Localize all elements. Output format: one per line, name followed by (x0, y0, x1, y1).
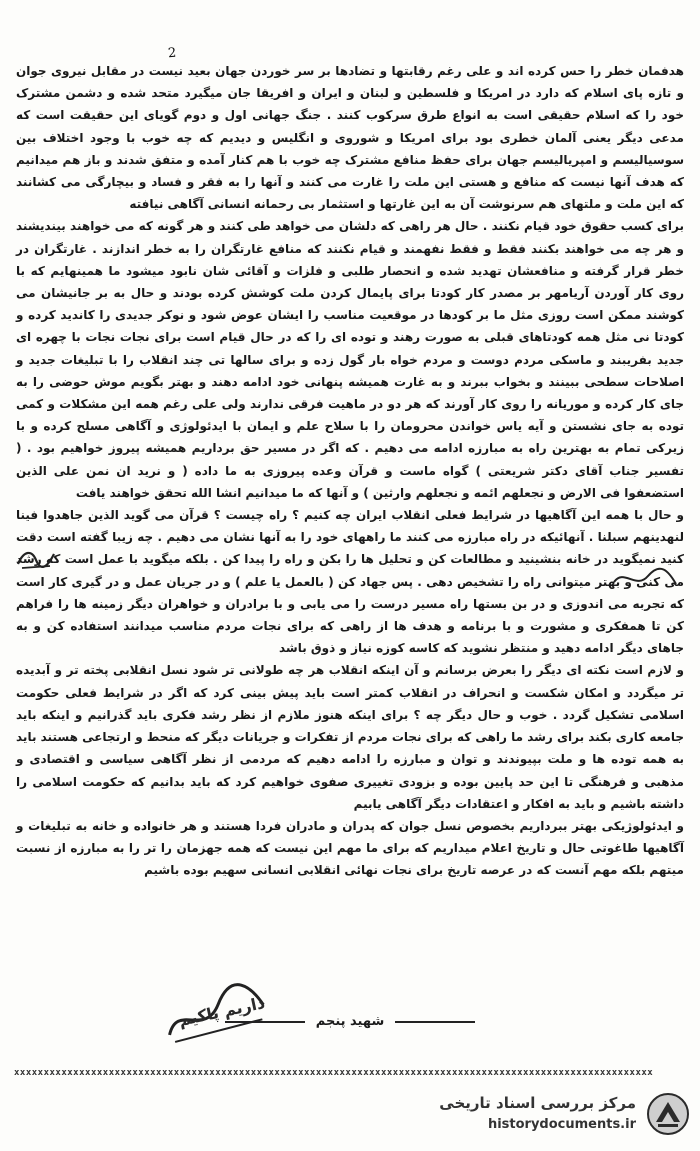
paragraph: هدفمان خطر را حس کرده اند و علی رغم رقابتها و تضادها بر سر خوردن جهان بعید نیست در مقابل نیروی جوان و تازه پای اسلام که دارد در امریکا و فلسطین و لبنان و ایران و افریقا جان میگیرد متحد شده و دشمن مشترک خود را که اسلام حقیقی است به انواع طرق سرکوب کنند . جنگ جهانی اول و دوم گویای این حقیقت است که مدعی دیگر یعنی آلمان خطری بود برای امریکا و شوروی و انگلیس و دیدیم که چه خوب با وجود اختلاف بین سوسیالیسم و امپریالیسم جهان برای حفظ منافع مشترک چه خوب با هم کنار آمده و متفق شدند و باز هم میدانیم که هدف آنها نیست که منافع و هستی این ملت را غارت می کنند و آنها را به فقر و فساد و بیچارگی می کشانند که این ملت و ملتهای هم سرنوشت آن به این غارتها و استثمار بی رحمانه انسانی آگاهی نیافته (16, 64, 684, 212)
page-number-value: 2 (167, 45, 177, 62)
stamp-text: داریم پاکیم (176, 993, 267, 1030)
closing-text: شهید پنجم (315, 1014, 385, 1029)
paragraph: و لازم است نکته ای دیگر را بعرض برسانم و آن اینکه انقلاب هر چه طولانی تر شود نسل انقلابی پخته تر و آبدیده تر میگردد و امکان شکست و انحراف در انقلاب کمتر است باید پیش بینی کرد که اگر در شرایط فعلی حکومت اسلامی تشکیل گردد . خوب و حال دیگر چه ؟ برای اینکه هنوز ملازم از نظر رشد فکری باید گذرانیم و اینکه باید جامعه کاری بکند برای رشد ما راهی که برای نجات مردم از تفکرات و جریانات دیگر که منحط و ارتجاعی هستند باید به همه توده ها و ملت بپیوندند و توان و مبارزه را ادامه دهیم که مردمی از نظر آگاهی سیاسی و اقتصادی و مذهبی و فرهنگی تا این حد پایین بوده و بزودی تغییری صفوی خواهیم کرد که باید بدانیم که حکومت اسلامی را داشته باشیم و باید به افکار و اعتقادات دیگر آگاهی یابیم (16, 663, 684, 811)
margin-scribble-icon (610, 564, 680, 594)
closing-line (60, 1014, 640, 1029)
separator-line: xxxxxxxxxxxxxxxxxxxxxxxxxxxxxxxxxxxxxxxxxxxxxxxxxxxxxxxxxxxxxxxxxxxxxxxxxxxxxxxxxxxxxxxxxxxxxxxxxxxxxxxxxxxx (14, 1068, 654, 1078)
watermark-name: مرکز بررسی اسناد تاریخی (439, 1094, 636, 1112)
watermark-site: historydocuments.ir (487, 1117, 636, 1132)
document-body (16, 60, 684, 882)
paragraph: و ایدئولوژیکی بهتر ببرداریم بخصوص نسل جوان که پدران و مادران فردا هستند و هر خانواده و خانه به تبلیغات و آگاهیها طاغوتی حال و تاریخ اعلام میداریم که برای ما مهم این نیست که همه جهزمان را تر را به مبارزه از نسبت میتهم بلکه مهم آنست که در عرصه تاریخ برای نجات نهائی انقلابی انسانی سهیم بوده باشیم (16, 818, 684, 878)
document-archive-logo-icon (646, 1092, 690, 1136)
watermark (420, 1090, 690, 1140)
paragraph: و حال با همه این آگاهیها در شرایط فعلی انقلاب ایران چه کنیم ؟ راه چیست ؟ قرآن می گوید الذین جاهدوا فینا لنهدینهم سبلنا . آنهائیکه در راه مبارزه می کنند ما راههای خود را به آنها نشان می دهیم . چه زیبا گفته است دقت کنید نمیگوید در خانه بنشینید و مطالعات کن و تحلیل ها را بکن و راه را پیدا کن . بلکه میگوید با عمل است که رشد می کنی و بهتر میتوانی راه را تشخیص دهی . پس جهاد کن ( بالعمل یا علم ) و در جریان عمل و در گیری کار است که تجربه می اندوزی و در بن بستها راه مسیر درست را می یابی و با برادران و خواهران دیگر زمینه ها را فراهم کن تا همفکری و مشورت و با برنامه و هدف ها از راهی که برای نجات مردم مناسب میدانند استفاده کن و به جاهای دیگر ادامه دهید و منتظر نشوید که کاسه کوزه نیاز و ذوق باشد (16, 508, 684, 656)
paragraph: برای کسب حقوق خود قیام نکنند . حال هر راهی که دلشان می خواهد طی کنند و هر گونه که می خواهند بیندیشند و هر چه می خواهند بکنند فقط و فقط نفهمند و قیام نکنند که منافع غارتگران را به خطر اندازند . غارتگران در خطر قرار گرفته و منافعشان تهدید شده و انحصار طلبی و فلزات و آقائی شان نابود میشود ما همینهایم که با روی کار آوردن آریامهر بر مصدر کار کودتا برای پایمال کردن ملت کوشش کرده بودند و حال به بر جانیشان می کوشند ممکن است روزی مثل ما بر کودها در موقعیت مناسب را ایشان عوض شود و نوکر جدیدی را کاندید کرده و کودتا نی مثل همه کودتاهای قبلی به صورت رهند و توده ای را که در حال قیام است برای نجات نجات با چهره ای جدید بفریبند و ماسکی مردم دوست و مردم خواه بار گول زده و برای سالها تی چند انقلاب را با تبلیغات جدید و اصلاحات سطحی ببینند و بخواب ببرند و به غارت همیشه پنهانی خود ادامه دهند و بهتر بگویم موش حوضی را به جای کار کرده و موریانه را روی کار آورند که هر دو در ماهیت فرقی ندارند ولی علی رغم همه این مشکلات و کمی توده به جای نشستن و آیه یاس خواندن محرومان را با سلاح علم و ایمان با ایدئولوژی و آگاهی مسلح کرده و با زیرکی تمام به بهترین راه به مبارزه ادامه می دهیم . که اگر در مسیر حق برداریم همیشه پیروز خواهیم بود . ( تفسیر جناب آقای دکتر شریعتی ) گواه ماست و قرآن وعده پیروزی به ما داده ( و نرید ان نمن علی الذین استضعفوا فی الارض و نجعلهم ائمه و نجعلهم وارثین ) و آنها که ما میدانیم انشا الله تحقق خواهند یافت (16, 219, 684, 500)
margin-scribble-icon (16, 544, 56, 574)
page-number (167, 46, 176, 62)
closing-dash (395, 1021, 475, 1023)
